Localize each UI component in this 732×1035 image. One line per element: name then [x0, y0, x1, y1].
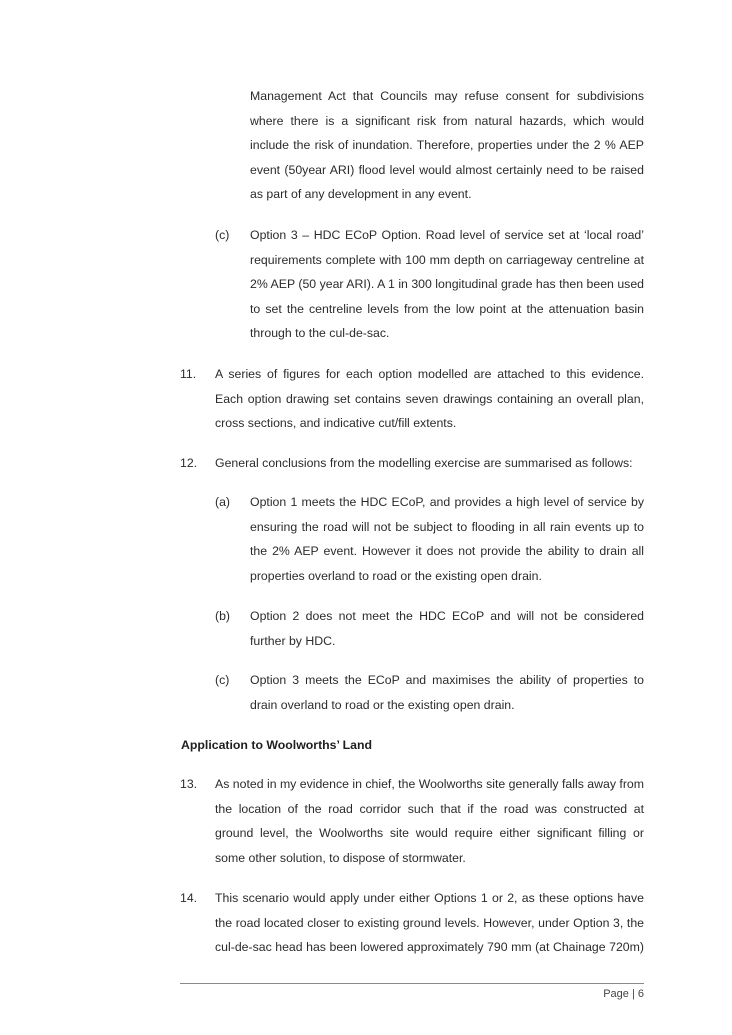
item-option3-conclusion-text: Option 3 meets the ECoP and maximises the ability of properties to drain overland to road or the existing open drain. [250, 673, 644, 712]
paragraph-13-text: As noted in my evidence in chief, the Woolworths site generally falls away from the location of the road corridor such that if the road was constructed at ground level, the Woolworths site would require either significant filling or some other solution, to dispose of stormwater. [215, 777, 644, 865]
item-label: (a) [215, 495, 231, 509]
paragraph-number: 14. [180, 891, 198, 905]
paragraph-14-text: This scenario would apply under either Options 1 or 2, as these options have the road located closer to existing ground levels. However, under Option 3, the cul-de-sac head has been lowered approximately 790 mm (at Chainage 720m) [215, 891, 644, 955]
item-option2-text: Option 2 does not meet the HDC ECoP and will not be considered further by HDC. [250, 609, 644, 648]
paragraph-12-text: General conclusions from the modelling exercise are summarised as follows: [215, 456, 633, 470]
paragraph-11-text: A series of figures for each option modelled are attached to this evidence. Each option drawing set contains seven drawings containing an overall plan, cross sections, and indicative cut/fill extents. [215, 367, 644, 431]
section-heading: Application to Woolworths’ Land [181, 738, 373, 752]
item-label: (c) [215, 673, 230, 687]
paragraph-number: 13. [180, 777, 198, 791]
paragraph-number: 12. [180, 456, 198, 470]
page-number: Page | 6 [603, 988, 644, 1000]
footer-divider [180, 983, 644, 984]
item-option3-text: Option 3 – HDC ECoP Option. Road level of service set at ‘local road’ requirements complete with 100 mm depth on carriageway centreline at 2% AEP (50 year ARI). A 1 in 300 longitudinal grade has then been used to set the centreline levels from the low point at the attenuation basin through to the cul-de-sac. [250, 228, 644, 341]
paragraph-number: 11. [180, 367, 197, 381]
item-label: (b) [215, 609, 231, 623]
item-label: (c) [215, 228, 230, 242]
paragraph-option2-continuation: Management Act that Councils may refuse consent for subdivisions where there is a significant risk from natural hazards, which would include the risk of inundation. Therefore, properties under the 2 % AEP event (50year ARI) flood level would almost certainly need to be raised as part of any development in any event. [250, 89, 644, 202]
item-option1-text: Option 1 meets the HDC ECoP, and provides a high level of service by ensuring the road will not be subject to flooding in all rain events up to the 2% AEP event. However it does not provide the ability to drain all properties overland to road or the existing open drain. [250, 495, 644, 583]
